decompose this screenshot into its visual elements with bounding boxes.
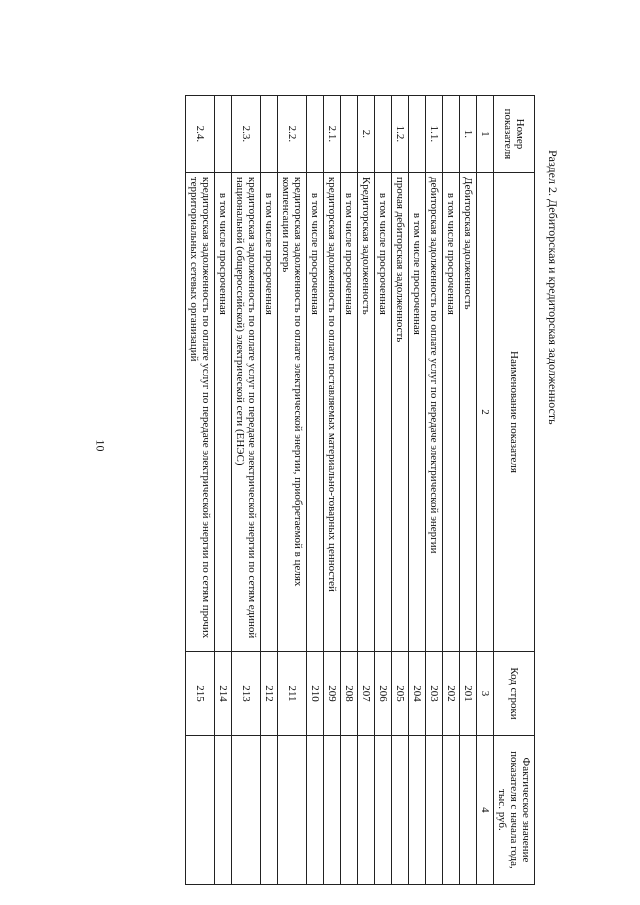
table-row	[186, 96, 215, 885]
cell-code: 202	[443, 652, 460, 736]
table-row	[232, 96, 261, 885]
cell-value[interactable]	[426, 735, 443, 884]
cell-value[interactable]	[261, 735, 278, 884]
cell-value[interactable]	[307, 735, 324, 884]
cell-num: 2.4.	[186, 96, 215, 173]
cell-code: 215	[186, 652, 215, 736]
cell-code: 206	[375, 652, 392, 736]
cell-code: 207	[358, 652, 375, 736]
table-row	[443, 96, 460, 885]
cell-name: в том числе просроченная	[409, 172, 426, 651]
cell-code: 208	[341, 652, 358, 736]
cell-num	[443, 96, 460, 173]
cell-name: в том числе просроченная	[443, 172, 460, 651]
cell-name: в том числе просроченная	[341, 172, 358, 651]
cell-name: в том числе просроченная	[215, 172, 232, 651]
table-row	[215, 96, 232, 885]
table-header-row	[494, 96, 535, 885]
debt-table	[185, 95, 535, 885]
page-number: 10	[93, 439, 108, 452]
cell-name: кредиторская задолженность по оплате электрической энергии, приобретаемой в целях компенсации потерь	[278, 172, 307, 651]
cell-value[interactable]	[409, 735, 426, 884]
cell-name: кредиторская задолженность по оплате услуг по передаче электрической энергии по сетям прочих территориальных сетевых организаций	[186, 172, 215, 651]
table-row	[324, 96, 341, 885]
cell-value: 4	[477, 735, 494, 884]
table-row	[261, 96, 278, 885]
cell-num	[215, 96, 232, 173]
cell-name: кредиторская задолженность по оплате поставляемых материально-товарных ценностей	[324, 172, 341, 651]
table-row	[358, 96, 375, 885]
cell-num: 1.1.	[426, 96, 443, 173]
header-name: Наименование показателя	[494, 172, 535, 651]
cell-code: 201	[460, 652, 477, 736]
cell-num	[341, 96, 358, 173]
cell-code: 213	[232, 652, 261, 736]
header-number: Номер показателя	[494, 96, 535, 173]
cell-code: 211	[278, 652, 307, 736]
cell-num: 1	[477, 96, 494, 173]
cell-value[interactable]	[232, 735, 261, 884]
cell-num: 2.3.	[232, 96, 261, 173]
header-value: Фактическое значение показателя с начала года, тыс. руб.	[494, 735, 535, 884]
cell-name: в том числе просроченная	[261, 172, 278, 651]
cell-value[interactable]	[392, 735, 409, 884]
cell-code: 209	[324, 652, 341, 736]
table-row	[409, 96, 426, 885]
cell-name: в том числе просроченная	[307, 172, 324, 651]
cell-num	[261, 96, 278, 173]
cell-value[interactable]	[443, 735, 460, 884]
cell-value[interactable]	[215, 735, 232, 884]
cell-name: прочая дебиторская задолженность	[392, 172, 409, 651]
cell-value[interactable]	[324, 735, 341, 884]
cell-num: 1.2.	[392, 96, 409, 173]
cell-code: 210	[307, 652, 324, 736]
cell-num: 1.	[460, 96, 477, 173]
table-row	[392, 96, 409, 885]
cell-value[interactable]	[460, 735, 477, 884]
cell-num	[307, 96, 324, 173]
cell-code: 205	[392, 652, 409, 736]
cell-name: Кредиторская задолженность	[358, 172, 375, 651]
cell-value[interactable]	[375, 735, 392, 884]
cell-num: 2.2.	[278, 96, 307, 173]
table-row	[426, 96, 443, 885]
cell-code: 3	[477, 652, 494, 736]
table-row	[307, 96, 324, 885]
cell-value[interactable]	[186, 735, 215, 884]
table-row	[460, 96, 477, 885]
cell-value[interactable]	[341, 735, 358, 884]
cell-name: кредиторская задолженность по оплате услуг по передаче электрической энергии по сетям единой национальной (общероссийской) электрической сети (ЕНЭС)	[232, 172, 261, 651]
table-row	[341, 96, 358, 885]
cell-num	[375, 96, 392, 173]
cell-name: 2	[477, 172, 494, 651]
section-title: Раздел 2. Дебиторская и кредиторская задолженность	[546, 150, 560, 425]
cell-value[interactable]	[358, 735, 375, 884]
cell-num	[409, 96, 426, 173]
cell-code: 204	[409, 652, 426, 736]
cell-name: Дебиторская задолженность	[460, 172, 477, 651]
cell-num: 2.1.	[324, 96, 341, 173]
cell-name: дебиторская задолженность по оплате услуг по передаче электрической энергии	[426, 172, 443, 651]
cell-code: 214	[215, 652, 232, 736]
cell-num: 2.	[358, 96, 375, 173]
cell-name: в том числе просроченная	[375, 172, 392, 651]
header-code: Код строки	[494, 652, 535, 736]
header-numbers-row	[477, 96, 494, 885]
table-row	[278, 96, 307, 885]
cell-code: 212	[261, 652, 278, 736]
table-row	[375, 96, 392, 885]
cell-value[interactable]	[278, 735, 307, 884]
cell-code: 203	[426, 652, 443, 736]
